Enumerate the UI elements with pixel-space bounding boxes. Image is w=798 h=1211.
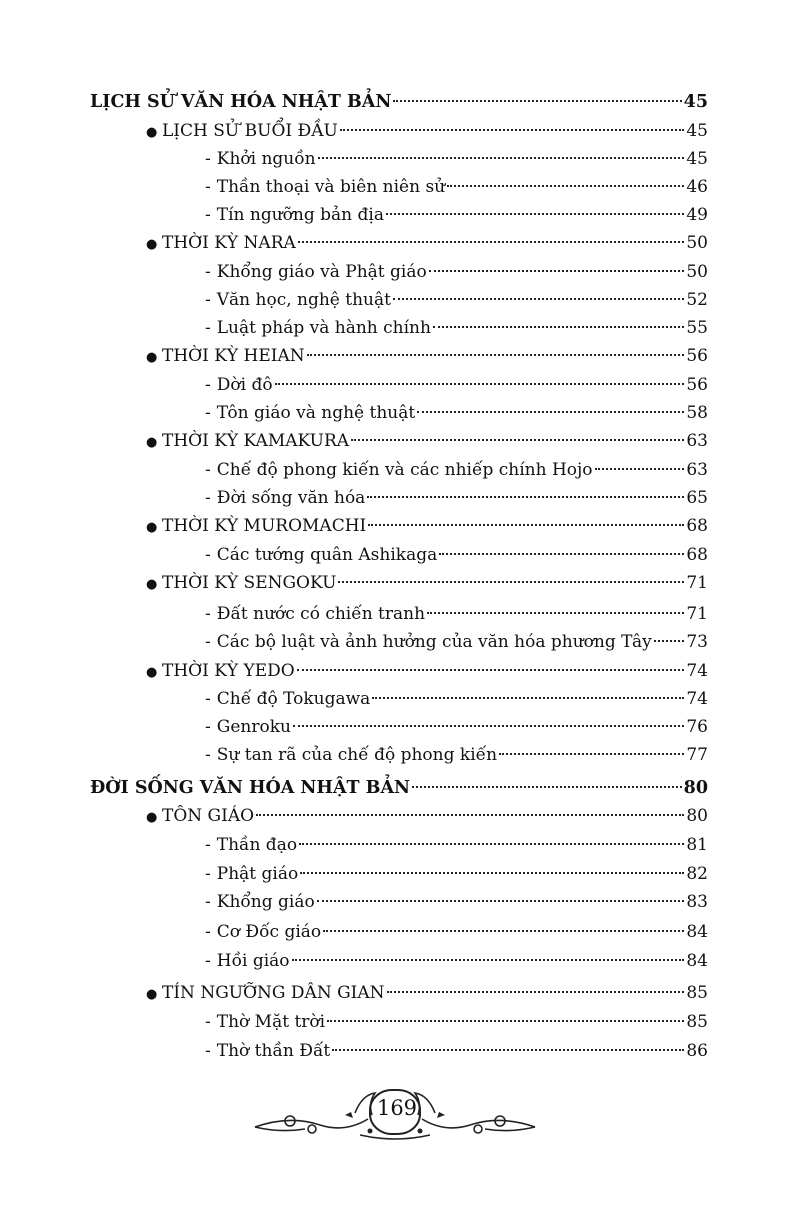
dash-marker: - [205, 745, 211, 765]
toc-entry-chapter [146, 802, 708, 830]
toc-entry-page: 83 [686, 892, 708, 912]
dot-leader [318, 157, 685, 159]
dash-marker: - [205, 689, 211, 709]
page-number: 169 [376, 1096, 418, 1120]
toc-entry-page: 68 [686, 516, 708, 536]
dash-marker: - [205, 632, 211, 652]
toc-entry-title: Phật giáo [216, 864, 299, 884]
dash-marker: - [205, 375, 211, 395]
toc-entry-title: Sự tan rã của chế độ phong kiến [216, 745, 498, 765]
toc-entry-page: 68 [686, 545, 708, 565]
toc-entry-title: Chế độ phong kiến và các nhiếp chính Hojo [216, 460, 593, 480]
dot-leader [307, 354, 685, 356]
toc-entry-title: Khởi nguồn [216, 149, 316, 169]
dot-leader [368, 524, 684, 526]
toc-entry-title: THỜI KỲ YEDO [162, 661, 295, 681]
dash-marker: - [205, 460, 211, 480]
dot-leader [393, 298, 684, 300]
dot-leader [317, 900, 685, 902]
dot-leader [300, 872, 684, 874]
dot-leader [323, 930, 684, 932]
toc-entry-sub [205, 1037, 708, 1065]
dot-leader [332, 1049, 684, 1051]
toc-entry-sub [205, 541, 708, 569]
toc-entry-title: Genroku [216, 717, 291, 737]
toc-entry-sub [205, 860, 708, 888]
dot-leader [293, 725, 684, 727]
toc-entry-page: 63 [686, 431, 708, 451]
toc-entry-title: Tôn giáo và nghệ thuật [216, 403, 416, 423]
bullet-icon: ● [146, 520, 158, 535]
toc-entry-page: 63 [686, 460, 708, 480]
dot-leader [439, 553, 684, 555]
toc-entry-sub [205, 831, 708, 859]
toc-entry-title: Dời đô [216, 375, 273, 395]
dot-leader [367, 496, 684, 498]
dash-marker: - [205, 545, 211, 565]
toc-entry-chapter [146, 569, 708, 597]
dash-marker: - [205, 488, 211, 508]
dash-marker: - [205, 290, 211, 310]
toc-entry-chapter [146, 229, 708, 257]
toc-entry-title: LỊCH SỬ VĂN HÓA NHẬT BẢN [90, 92, 392, 112]
dash-marker: - [205, 835, 211, 855]
dot-leader [327, 1020, 684, 1022]
dot-leader [256, 814, 684, 816]
toc-entry-page: 80 [686, 806, 708, 826]
dot-leader [292, 959, 685, 961]
toc-entry-sub [205, 286, 708, 314]
toc-entry-chapter [146, 342, 708, 370]
dash-marker: - [205, 205, 211, 225]
toc-entry-title: THỜI KỲ HEIAN [162, 346, 305, 366]
toc-entry-page: 76 [686, 717, 708, 737]
toc-entry-page: 71 [686, 604, 708, 624]
toc-entry-sub [205, 600, 708, 628]
toc-entry-title: Các tướng quân Ashikaga [216, 545, 438, 565]
dash-marker: - [205, 1012, 211, 1032]
toc-entry-sub [205, 399, 708, 427]
toc-entry-chapter [146, 657, 708, 685]
toc-entry-sub [205, 713, 708, 741]
toc-entry-sub [205, 741, 708, 769]
dash-marker: - [205, 149, 211, 169]
bullet-icon: ● [146, 665, 158, 680]
toc-entry-sub [205, 201, 708, 229]
toc-entry-title: TÍN NGƯỠNG DÂN GIAN [162, 983, 385, 1003]
dot-leader [417, 411, 684, 413]
bullet-icon: ● [146, 125, 158, 140]
toc-entry-sub [205, 947, 708, 975]
toc-entry-title: Các bộ luật và ảnh hưởng của văn hóa phương Tây [216, 632, 652, 652]
toc-entry-sub [205, 173, 708, 201]
toc-entry-page: 74 [686, 661, 708, 681]
toc-entry-page: 52 [686, 290, 708, 310]
dash-marker: - [205, 177, 211, 197]
toc-entry-page: 77 [686, 745, 708, 765]
toc-entry-page: 85 [686, 983, 708, 1003]
dot-leader [433, 326, 684, 328]
toc-entry-chapter [146, 512, 708, 540]
dot-leader [387, 991, 685, 993]
toc-entry-chapter [146, 979, 708, 1007]
toc-entry-page: 74 [686, 689, 708, 709]
dash-marker: - [205, 864, 211, 884]
dash-marker: - [205, 922, 211, 942]
dash-marker: - [205, 1041, 211, 1061]
toc-entry-title: Đất nước có chiến tranh [216, 604, 426, 624]
toc-entry-title: Luật pháp và hành chính [216, 318, 431, 338]
toc-entry-title: Chế độ Tokugawa [216, 689, 371, 709]
toc-entry-title: Thần đạo [216, 835, 298, 855]
dot-leader [427, 612, 684, 614]
toc-entry-page: 56 [686, 375, 708, 395]
toc-entry-title: THỜI KỲ NARA [162, 233, 296, 253]
dot-leader [595, 468, 685, 470]
toc-entry-sub [205, 628, 708, 656]
toc-entry-page: 84 [686, 922, 708, 942]
toc-entry-chapter [146, 427, 708, 455]
toc-entry-page: 50 [686, 233, 708, 253]
toc-entry-page: 84 [686, 951, 708, 971]
dot-leader [429, 270, 685, 272]
bullet-icon: ● [146, 237, 158, 252]
toc-entry-title: Thờ thần Đất [216, 1041, 331, 1061]
toc-entry-chapter [146, 117, 708, 145]
bullet-icon: ● [146, 810, 158, 825]
toc-entry-page: 65 [686, 488, 708, 508]
toc-entry-page: 55 [686, 318, 708, 338]
toc-entry-page: 80 [683, 778, 708, 798]
toc-entry-title: Cơ Đốc giáo [216, 922, 322, 942]
toc-entry-title: TÔN GIÁO [162, 806, 255, 826]
toc-entry-title: Hồi giáo [216, 951, 290, 971]
dash-marker: - [205, 318, 211, 338]
toc-entry-sub [205, 258, 708, 286]
dash-marker: - [205, 892, 211, 912]
toc-entry-title: LỊCH SỬ BUỔI ĐẦU [162, 121, 338, 141]
dot-leader [299, 843, 684, 845]
toc-entry-sub [205, 371, 708, 399]
dot-leader [447, 185, 684, 187]
toc-entry-sub [205, 685, 708, 713]
toc-entry-title: THỜI KỲ KAMAKURA [162, 431, 350, 451]
dot-leader [412, 786, 682, 788]
dash-marker: - [205, 604, 211, 624]
toc-entry-sub [205, 888, 708, 916]
toc-entry-section [90, 774, 708, 802]
toc-entry-page: 73 [686, 632, 708, 652]
toc-entry-sub [205, 145, 708, 173]
toc-entry-sub [205, 456, 708, 484]
dot-leader [499, 753, 684, 755]
toc-entry-title: THỜI KỲ SENGOKU [162, 573, 337, 593]
toc-entry-title: Khổng giáo [216, 892, 315, 912]
bullet-icon: ● [146, 577, 158, 592]
dash-marker: - [205, 262, 211, 282]
toc-entry-page: 86 [686, 1041, 708, 1061]
dash-marker: - [205, 403, 211, 423]
bullet-icon: ● [146, 987, 158, 1002]
dot-leader [298, 241, 685, 243]
toc-entry-page: 45 [686, 121, 708, 141]
dot-leader [654, 640, 685, 642]
toc-entry-sub [205, 918, 708, 946]
toc-entry-title: THỜI KỲ MUROMACHI [162, 516, 367, 536]
dot-leader [297, 669, 685, 671]
dot-leader [372, 697, 684, 699]
toc-entry-title: Thờ Mặt trời [216, 1012, 326, 1032]
toc-entry-page: 82 [686, 864, 708, 884]
dot-leader [275, 383, 685, 385]
toc-entry-page: 81 [686, 835, 708, 855]
toc-entry-title: Văn học, nghệ thuật [216, 290, 391, 310]
toc-entry-page: 71 [686, 573, 708, 593]
toc-entry-page: 49 [686, 205, 708, 225]
toc-entry-title: Tín ngưỡng bản địa [216, 205, 384, 225]
toc-entry-sub [205, 484, 708, 512]
toc-entry-title: Đời sống văn hóa [216, 488, 366, 508]
toc-entry-page: 45 [686, 149, 708, 169]
dot-leader [338, 581, 684, 583]
dash-marker: - [205, 717, 211, 737]
dot-leader [386, 213, 684, 215]
toc-entry-page: 46 [686, 177, 708, 197]
toc-entry-title: Khổng giáo và Phật giáo [216, 262, 427, 282]
toc-entry-title: ĐỜI SỐNG VĂN HÓA NHẬT BẢN [90, 778, 411, 798]
toc-entry-page: 56 [686, 346, 708, 366]
toc-entry-page: 50 [686, 262, 708, 282]
toc-entry-title: Thần thoại và biên niên sử [216, 177, 446, 197]
toc-entry-sub [205, 314, 708, 342]
dot-leader [351, 439, 684, 441]
toc-entry-page: 58 [686, 403, 708, 423]
bullet-icon: ● [146, 350, 158, 365]
toc-entry-section [90, 88, 708, 116]
dot-leader [393, 100, 681, 102]
dot-leader [340, 129, 685, 131]
toc-entry-sub [205, 1008, 708, 1036]
toc-entry-page: 85 [686, 1012, 708, 1032]
dash-marker: - [205, 951, 211, 971]
toc-entry-page: 45 [683, 92, 708, 112]
bullet-icon: ● [146, 435, 158, 450]
